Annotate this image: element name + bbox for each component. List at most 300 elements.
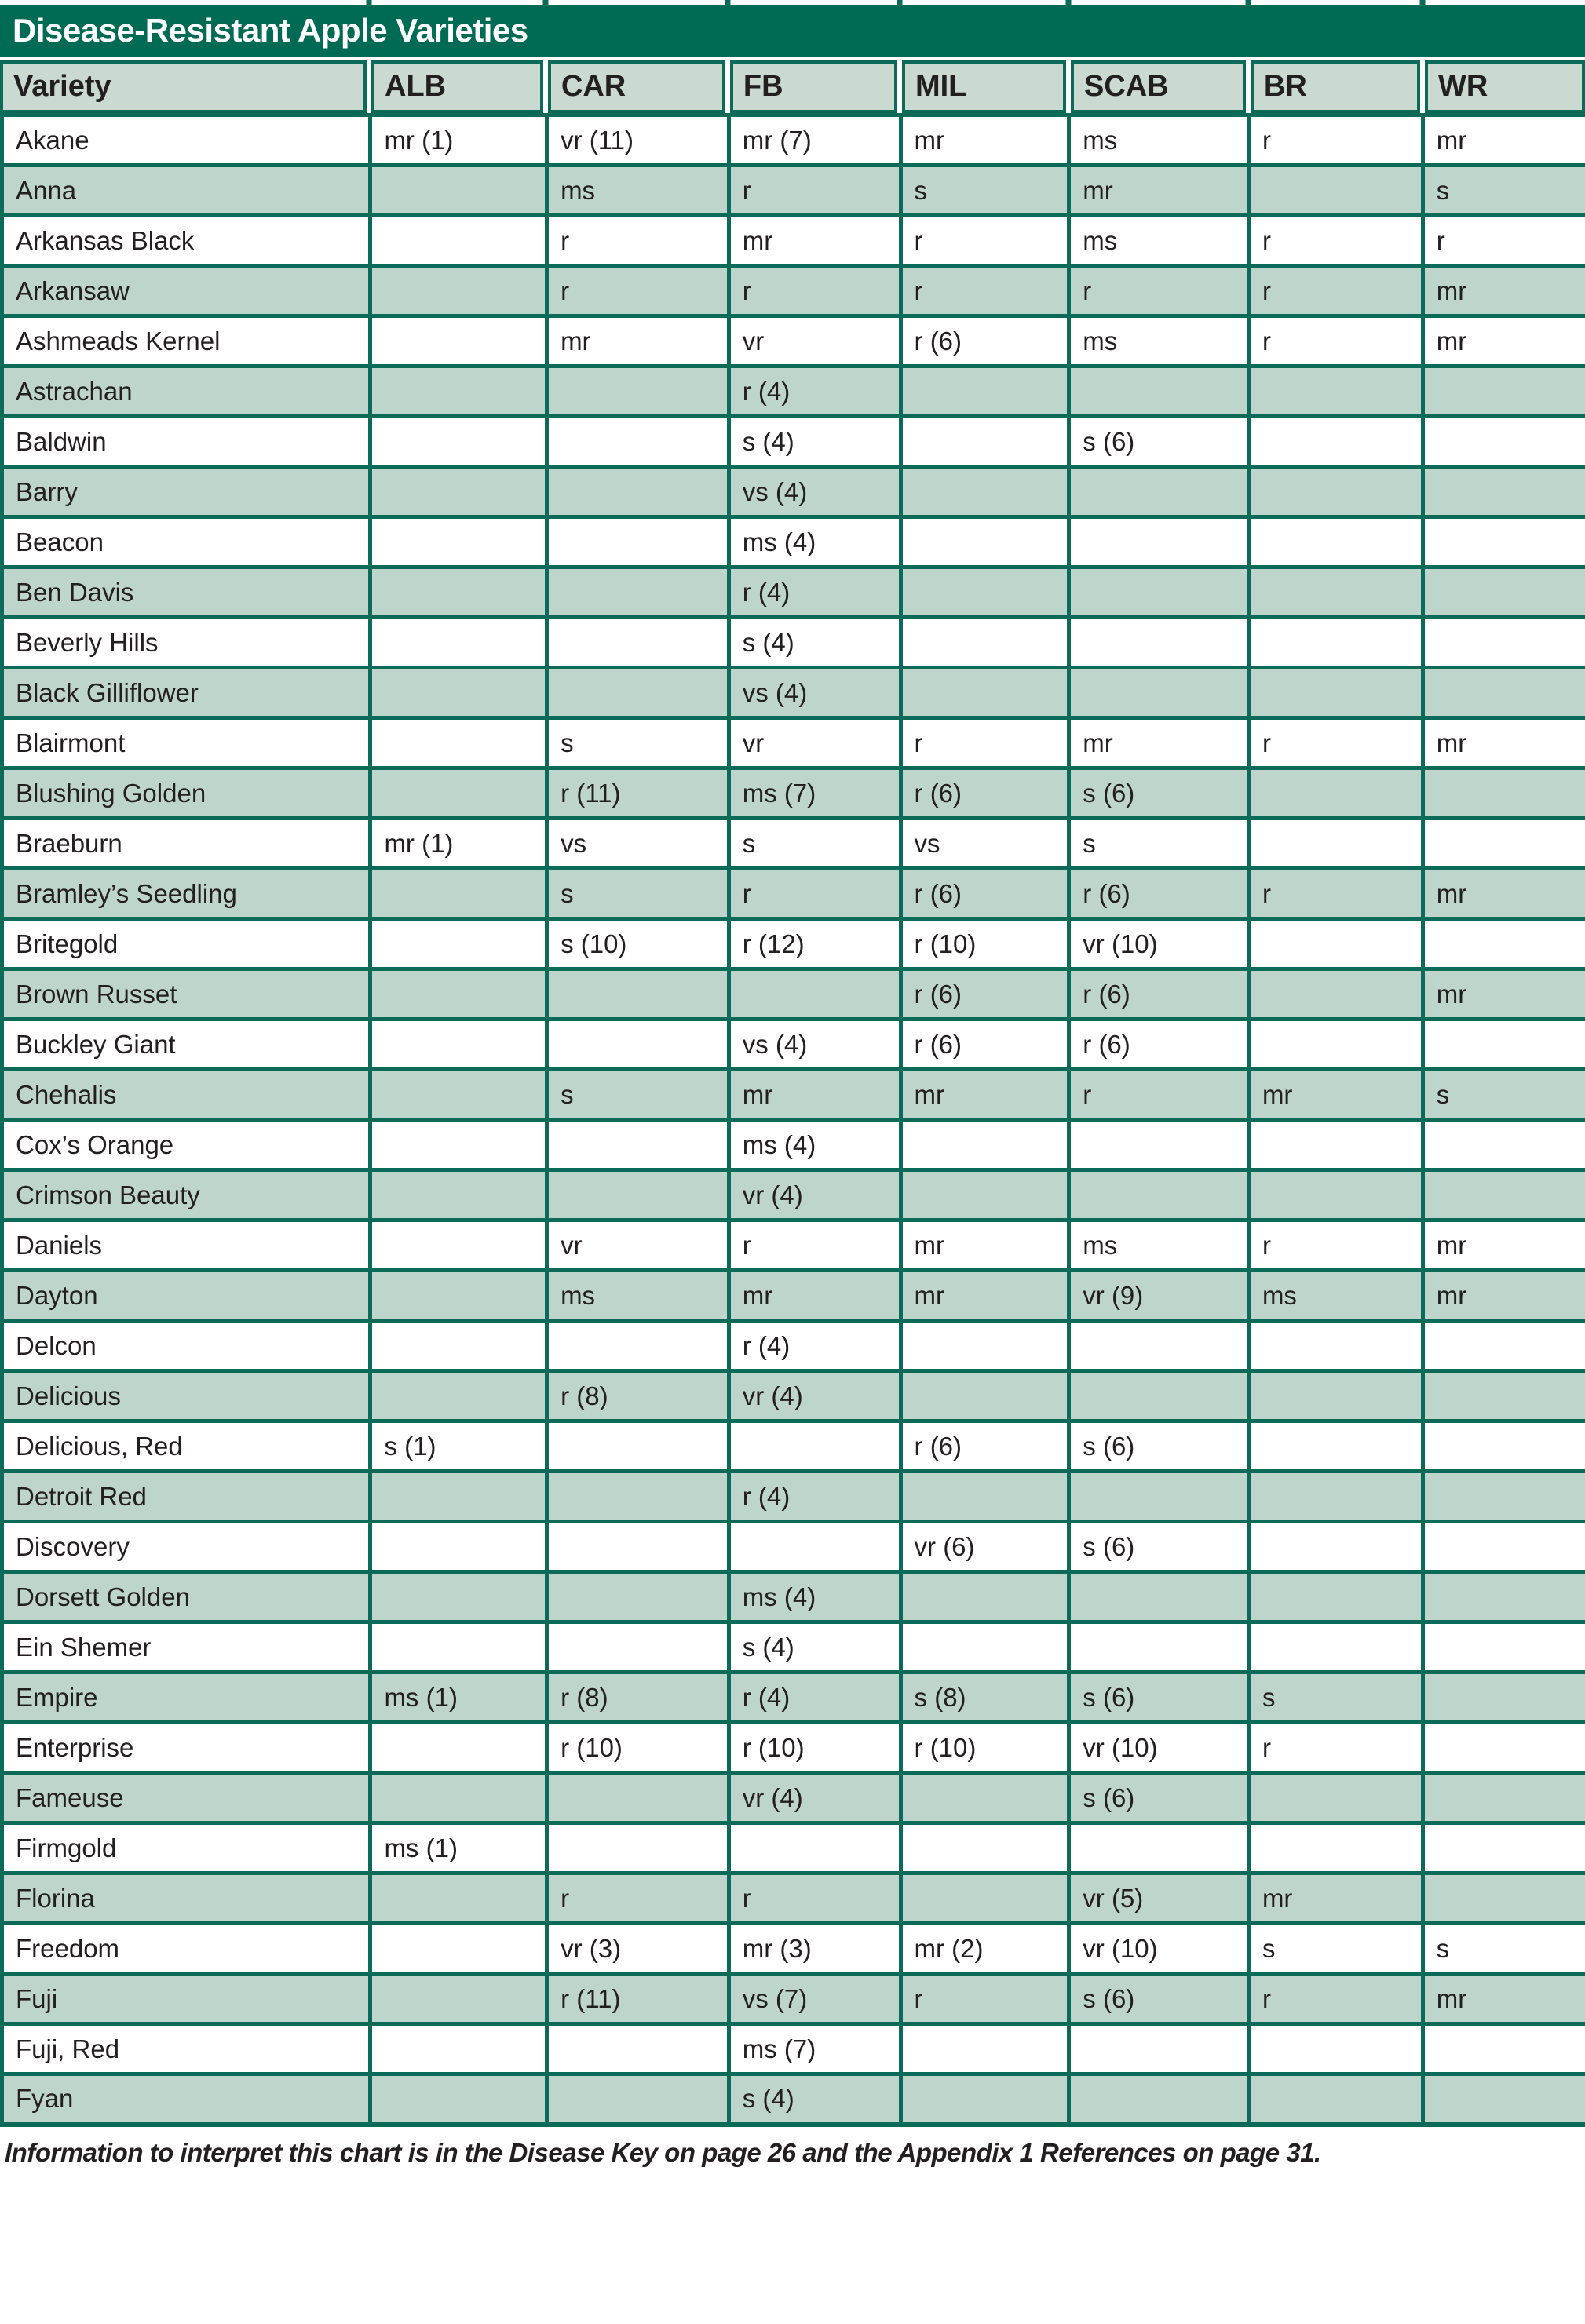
rating-cell bbox=[371, 768, 547, 819]
rating-cell: s (10) bbox=[547, 919, 729, 969]
rating-cell: mr bbox=[900, 115, 1069, 166]
rating-cell bbox=[1422, 2074, 1585, 2125]
rating-cell bbox=[1248, 1773, 1422, 1823]
rating-cell: ms (1) bbox=[371, 1673, 547, 1723]
rating-cell: r (6) bbox=[1069, 869, 1249, 919]
rating-cell: r bbox=[547, 216, 729, 266]
rating-cell: mr bbox=[900, 1070, 1069, 1120]
variety-cell: Blushing Golden bbox=[2, 768, 371, 819]
table-row bbox=[2, 869, 1585, 919]
variety-cell: Barry bbox=[2, 467, 371, 517]
rating-cell bbox=[1422, 1773, 1585, 1823]
rating-cell: vs (4) bbox=[729, 1020, 900, 1070]
rating-cell: vr (3) bbox=[547, 1924, 729, 1974]
rating-cell bbox=[900, 1170, 1069, 1220]
rating-cell: r (10) bbox=[547, 1723, 729, 1773]
table-row bbox=[2, 1371, 1585, 1421]
rating-cell bbox=[1422, 1622, 1585, 1673]
variety-cell: Fameuse bbox=[2, 1773, 371, 1823]
table-row bbox=[2, 1622, 1585, 1673]
rating-cell bbox=[900, 2024, 1069, 2074]
rating-cell: r (10) bbox=[900, 1723, 1069, 1773]
rating-cell: r (4) bbox=[729, 567, 900, 618]
rating-cell: mr bbox=[1422, 115, 1585, 166]
rating-cell: s (6) bbox=[1069, 768, 1249, 819]
rating-cell bbox=[900, 1572, 1069, 1622]
column-separator-stub bbox=[1245, 0, 1251, 5]
rating-cell: ms bbox=[1248, 1271, 1422, 1321]
rating-cell bbox=[1069, 1622, 1249, 1673]
variety-cell: Beacon bbox=[2, 517, 371, 567]
table-row bbox=[2, 1271, 1585, 1321]
rating-cell bbox=[371, 1622, 547, 1673]
rating-cell bbox=[1248, 417, 1422, 467]
rating-cell: mr (2) bbox=[900, 1924, 1069, 1974]
rating-cell: ms bbox=[547, 1271, 729, 1321]
variety-cell: Freedom bbox=[2, 1924, 371, 1974]
rating-cell bbox=[547, 1572, 729, 1622]
rating-cell bbox=[1069, 1572, 1249, 1622]
variety-cell: Arkansaw bbox=[2, 266, 371, 316]
rating-cell bbox=[900, 1472, 1069, 1522]
rating-cell bbox=[547, 1421, 729, 1472]
rating-cell bbox=[547, 2074, 729, 2125]
rating-cell: s bbox=[1069, 819, 1249, 869]
column-header-variety: Variety bbox=[0, 60, 367, 113]
rating-cell bbox=[1248, 819, 1422, 869]
table-row bbox=[2, 166, 1585, 216]
rating-cell: r bbox=[729, 869, 900, 919]
rating-cell bbox=[1422, 618, 1585, 668]
table-row bbox=[2, 1070, 1585, 1120]
rating-cell bbox=[371, 2024, 547, 2074]
rating-cell: s bbox=[900, 166, 1069, 216]
rating-cell: s (1) bbox=[371, 1421, 547, 1472]
rating-cell: vr (10) bbox=[1069, 1924, 1249, 1974]
rating-cell: vs bbox=[900, 819, 1069, 869]
rating-cell bbox=[1422, 1873, 1585, 1924]
rating-cell bbox=[547, 618, 729, 668]
column-separator-stub bbox=[725, 0, 730, 5]
variety-cell: Detroit Red bbox=[2, 1472, 371, 1522]
rating-cell bbox=[1422, 2024, 1585, 2074]
rating-cell bbox=[1422, 768, 1585, 819]
rating-cell: vr (9) bbox=[1069, 1271, 1249, 1321]
rating-cell: s (6) bbox=[1069, 1522, 1249, 1572]
variety-cell: Firmgold bbox=[2, 1823, 371, 1873]
table-row bbox=[2, 1572, 1585, 1622]
variety-cell: Astrachan bbox=[2, 367, 371, 417]
rating-cell bbox=[1248, 1321, 1422, 1371]
rating-cell: mr bbox=[1422, 969, 1585, 1020]
rating-cell: s bbox=[547, 718, 729, 768]
rating-cell bbox=[1248, 166, 1422, 216]
rating-cell bbox=[371, 668, 547, 718]
rating-cell bbox=[547, 1120, 729, 1170]
rating-cell bbox=[371, 718, 547, 768]
rating-cell bbox=[371, 618, 547, 668]
rating-cell: s (4) bbox=[729, 2074, 900, 2125]
rating-cell bbox=[1248, 1522, 1422, 1572]
rating-cell: r bbox=[547, 1873, 729, 1924]
rating-cell bbox=[371, 1773, 547, 1823]
rating-cell: mr bbox=[1069, 718, 1249, 768]
rating-cell: r bbox=[1248, 316, 1422, 367]
rating-cell bbox=[900, 1823, 1069, 1873]
table-row bbox=[2, 768, 1585, 819]
rating-cell bbox=[547, 417, 729, 467]
rating-cell: mr bbox=[1248, 1070, 1422, 1120]
rating-cell: r bbox=[729, 1220, 900, 1271]
rating-cell bbox=[1422, 1371, 1585, 1421]
table-body bbox=[2, 115, 1585, 2125]
table-row bbox=[2, 1321, 1585, 1371]
rating-cell bbox=[371, 1873, 547, 1924]
table-row bbox=[2, 919, 1585, 969]
rating-cell bbox=[1422, 367, 1585, 417]
rating-cell: r (6) bbox=[900, 1020, 1069, 1070]
rating-cell bbox=[547, 1823, 729, 1873]
rating-cell: ms bbox=[1069, 115, 1249, 166]
rating-cell bbox=[1248, 1421, 1422, 1472]
rating-cell bbox=[371, 417, 547, 467]
rating-cell: r bbox=[1248, 869, 1422, 919]
column-header-alb: ALB bbox=[371, 60, 543, 113]
rating-cell bbox=[1422, 1170, 1585, 1220]
rating-cell bbox=[371, 919, 547, 969]
rating-cell bbox=[1422, 668, 1585, 718]
rating-cell: vr bbox=[547, 1220, 729, 1271]
table-row bbox=[2, 316, 1585, 367]
rating-cell bbox=[547, 1522, 729, 1572]
rating-cell bbox=[900, 367, 1069, 417]
table-row bbox=[2, 517, 1585, 567]
rating-cell bbox=[1422, 919, 1585, 969]
rating-cell: r bbox=[1422, 216, 1585, 266]
rating-cell: r bbox=[1248, 216, 1422, 266]
rating-cell bbox=[371, 2074, 547, 2125]
rating-cell: ms bbox=[1069, 216, 1249, 266]
table-row bbox=[2, 1723, 1585, 1773]
rating-cell: r (6) bbox=[900, 768, 1069, 819]
rating-cell bbox=[1422, 1673, 1585, 1723]
rating-cell: mr (3) bbox=[729, 1924, 900, 1974]
table-title: Disease-Resistant Apple Varieties bbox=[13, 12, 528, 49]
rating-cell: vs (4) bbox=[729, 467, 900, 517]
rating-cell bbox=[371, 1020, 547, 1070]
variety-cell: Enterprise bbox=[2, 1723, 371, 1773]
rating-cell: vr (6) bbox=[900, 1522, 1069, 1572]
rating-cell: vr bbox=[729, 718, 900, 768]
table-row bbox=[2, 216, 1585, 266]
rating-cell bbox=[1422, 1020, 1585, 1070]
rating-cell bbox=[1422, 819, 1585, 869]
rating-cell: s bbox=[1422, 166, 1585, 216]
rating-cell: r (11) bbox=[547, 1974, 729, 2024]
rating-cell bbox=[371, 969, 547, 1020]
rating-cell: mr (7) bbox=[729, 115, 900, 166]
rating-cell bbox=[1069, 517, 1249, 567]
table-row bbox=[2, 1924, 1585, 1974]
table-row bbox=[2, 1522, 1585, 1572]
rating-cell: s (6) bbox=[1069, 1673, 1249, 1723]
variety-cell: Blairmont bbox=[2, 718, 371, 768]
rating-cell bbox=[900, 1773, 1069, 1823]
table-row bbox=[2, 1220, 1585, 1271]
rating-cell bbox=[1248, 467, 1422, 517]
variety-cell: Fuji, Red bbox=[2, 2024, 371, 2074]
rating-cell: r bbox=[1248, 1723, 1422, 1773]
rating-cell: r bbox=[900, 1974, 1069, 2024]
rating-cell bbox=[729, 969, 900, 1020]
variety-cell: Brown Russet bbox=[2, 969, 371, 1020]
rating-cell bbox=[371, 1120, 547, 1170]
variety-cell: Braeburn bbox=[2, 819, 371, 869]
rating-cell bbox=[1069, 668, 1249, 718]
rating-cell: mr bbox=[729, 1070, 900, 1120]
rating-cell: mr bbox=[1422, 316, 1585, 367]
variety-cell: Britegold bbox=[2, 919, 371, 969]
rating-cell bbox=[371, 1371, 547, 1421]
column-header-br: BR bbox=[1251, 60, 1420, 113]
variety-cell: Cox’s Orange bbox=[2, 1120, 371, 1170]
rating-cell bbox=[1422, 1321, 1585, 1371]
table-row bbox=[2, 618, 1585, 668]
rating-cell: r bbox=[729, 266, 900, 316]
rating-cell: s bbox=[547, 869, 729, 919]
rating-cell bbox=[1248, 2024, 1422, 2074]
rating-cell bbox=[1069, 2074, 1249, 2125]
rating-cell: s bbox=[1422, 1924, 1585, 1974]
variety-cell: Baldwin bbox=[2, 417, 371, 467]
table-row bbox=[2, 1421, 1585, 1472]
rating-cell bbox=[371, 1321, 547, 1371]
variety-cell: Delcon bbox=[2, 1321, 371, 1371]
rating-cell bbox=[547, 668, 729, 718]
rating-cell: s bbox=[729, 819, 900, 869]
variety-cell: Ein Shemer bbox=[2, 1622, 371, 1673]
rating-cell: mr bbox=[1422, 1220, 1585, 1271]
column-separator-stub bbox=[1420, 0, 1426, 5]
table-row bbox=[2, 417, 1585, 467]
rating-cell: r bbox=[729, 1873, 900, 1924]
variety-cell: Delicious bbox=[2, 1371, 371, 1421]
rating-cell: vr (10) bbox=[1069, 1723, 1249, 1773]
column-header-fb: FB bbox=[730, 60, 897, 113]
rating-cell: mr (1) bbox=[371, 115, 547, 166]
rating-cell bbox=[1248, 367, 1422, 417]
variety-cell: Empire bbox=[2, 1673, 371, 1723]
rating-cell: mr bbox=[1248, 1873, 1422, 1924]
rating-cell bbox=[729, 1522, 900, 1572]
rating-cell bbox=[1422, 1522, 1585, 1572]
rating-cell: ms bbox=[1069, 1220, 1249, 1271]
rating-cell: s (4) bbox=[729, 1622, 900, 1673]
rating-cell bbox=[1248, 1120, 1422, 1170]
rating-cell bbox=[547, 2024, 729, 2074]
rating-cell bbox=[547, 567, 729, 618]
rating-cell bbox=[1422, 1421, 1585, 1472]
rating-cell bbox=[1069, 618, 1249, 668]
rating-cell: r (12) bbox=[729, 919, 900, 969]
rating-cell bbox=[1422, 417, 1585, 467]
column-separator-stub bbox=[1066, 0, 1072, 5]
column-header-wr: WR bbox=[1425, 60, 1585, 113]
variety-cell: Chehalis bbox=[2, 1070, 371, 1120]
variety-cell: Beverly Hills bbox=[2, 618, 371, 668]
rating-cell bbox=[1069, 1472, 1249, 1522]
variety-cell: Delicious, Red bbox=[2, 1421, 371, 1472]
column-header-scab: SCAB bbox=[1071, 60, 1246, 113]
rating-cell bbox=[547, 1170, 729, 1220]
table-row bbox=[2, 969, 1585, 1020]
rating-cell: vs (4) bbox=[729, 668, 900, 718]
rating-cell: mr bbox=[1422, 1271, 1585, 1321]
rating-cell: vs (7) bbox=[729, 1974, 900, 2024]
table-row bbox=[2, 1773, 1585, 1823]
rating-cell: r (4) bbox=[729, 367, 900, 417]
rating-cell bbox=[371, 1170, 547, 1220]
rating-cell bbox=[1248, 1823, 1422, 1873]
rating-cell bbox=[1069, 1823, 1249, 1873]
rating-cell: ms (1) bbox=[371, 1823, 547, 1873]
rating-cell bbox=[547, 1321, 729, 1371]
table-row bbox=[2, 668, 1585, 718]
rating-cell: vr (5) bbox=[1069, 1873, 1249, 1924]
rating-cell: vr (11) bbox=[547, 115, 729, 166]
rating-cell bbox=[371, 216, 547, 266]
rating-cell bbox=[547, 517, 729, 567]
rating-cell: ms (4) bbox=[729, 517, 900, 567]
rating-cell bbox=[900, 618, 1069, 668]
table-row bbox=[2, 1873, 1585, 1924]
rating-cell bbox=[1422, 1572, 1585, 1622]
rating-cell bbox=[1248, 919, 1422, 969]
table-row bbox=[2, 1020, 1585, 1070]
table-row bbox=[2, 2074, 1585, 2125]
rating-cell bbox=[1248, 668, 1422, 718]
rating-cell: vr (4) bbox=[729, 1371, 900, 1421]
rating-cell bbox=[1248, 567, 1422, 618]
rating-cell bbox=[1422, 1723, 1585, 1773]
table-row bbox=[2, 567, 1585, 618]
rating-cell: r (8) bbox=[547, 1673, 729, 1723]
rating-cell: ms bbox=[547, 166, 729, 216]
rating-cell: r bbox=[900, 266, 1069, 316]
rating-cell: r (6) bbox=[1069, 1020, 1249, 1070]
rating-cell bbox=[371, 1522, 547, 1572]
rating-cell: vr (4) bbox=[729, 1773, 900, 1823]
column-header-mil: MIL bbox=[902, 60, 1066, 113]
rating-cell: r bbox=[1248, 718, 1422, 768]
table-row bbox=[2, 1170, 1585, 1220]
table-row bbox=[2, 1120, 1585, 1170]
rating-cell bbox=[1069, 1120, 1249, 1170]
rating-cell bbox=[900, 517, 1069, 567]
rating-cell bbox=[900, 1120, 1069, 1170]
rating-cell bbox=[371, 1271, 547, 1321]
rating-cell: r (6) bbox=[900, 1421, 1069, 1472]
rating-cell bbox=[547, 1773, 729, 1823]
rating-cell bbox=[1422, 567, 1585, 618]
rating-cell: mr bbox=[547, 316, 729, 367]
rating-cell: ms bbox=[1069, 316, 1249, 367]
rating-cell: s bbox=[1422, 1070, 1585, 1120]
table-row bbox=[2, 1472, 1585, 1522]
rating-cell bbox=[371, 467, 547, 517]
variety-cell: Fuji bbox=[2, 1974, 371, 2024]
rating-cell bbox=[1248, 618, 1422, 668]
rating-cell: r (6) bbox=[900, 316, 1069, 367]
rating-cell bbox=[729, 1823, 900, 1873]
rating-cell bbox=[1069, 1371, 1249, 1421]
rating-cell bbox=[547, 467, 729, 517]
rating-cell: ms (4) bbox=[729, 1572, 900, 1622]
rating-cell: r bbox=[547, 266, 729, 316]
rating-cell bbox=[371, 166, 547, 216]
rating-cell: mr bbox=[1422, 266, 1585, 316]
table-row bbox=[2, 115, 1585, 166]
variety-cell: Bramley’s Seedling bbox=[2, 869, 371, 919]
rating-cell bbox=[900, 668, 1069, 718]
table-row bbox=[2, 1823, 1585, 1873]
variety-cell: Ben Davis bbox=[2, 567, 371, 618]
rating-cell: r bbox=[1069, 1070, 1249, 1120]
rating-cell bbox=[1248, 1020, 1422, 1070]
rating-cell: r bbox=[900, 216, 1069, 266]
rating-cell: s (6) bbox=[1069, 1773, 1249, 1823]
rating-cell bbox=[900, 2074, 1069, 2125]
cropped-gridline-strip bbox=[0, 0, 1585, 5]
rating-cell bbox=[1248, 2074, 1422, 2125]
rating-cell: s bbox=[547, 1070, 729, 1120]
rating-cell bbox=[900, 567, 1069, 618]
column-header-row bbox=[0, 60, 1585, 113]
table-row bbox=[2, 2024, 1585, 2074]
rating-cell: s (6) bbox=[1069, 1421, 1249, 1472]
rating-cell bbox=[1248, 1371, 1422, 1421]
variety-cell: Discovery bbox=[2, 1522, 371, 1572]
variety-cell: Dorsett Golden bbox=[2, 1572, 371, 1622]
rating-cell: r (4) bbox=[729, 1472, 900, 1522]
rating-cell bbox=[371, 517, 547, 567]
rating-cell bbox=[371, 266, 547, 316]
table-row bbox=[2, 718, 1585, 768]
column-separator-stub bbox=[897, 0, 902, 5]
rating-cell: s (6) bbox=[1069, 1974, 1249, 2024]
apple-varieties-table bbox=[0, 113, 1585, 2127]
table-row bbox=[2, 1974, 1585, 2024]
rating-cell bbox=[371, 1070, 547, 1120]
rating-cell bbox=[900, 1622, 1069, 1673]
rating-cell bbox=[1248, 969, 1422, 1020]
variety-cell: Anna bbox=[2, 166, 371, 216]
table-row bbox=[2, 367, 1585, 417]
rating-cell bbox=[1069, 567, 1249, 618]
variety-cell: Akane bbox=[2, 115, 371, 166]
rating-cell bbox=[1069, 367, 1249, 417]
rating-cell: mr bbox=[729, 1271, 900, 1321]
rating-cell bbox=[1069, 1170, 1249, 1220]
variety-cell: Arkansas Black bbox=[2, 216, 371, 266]
rating-cell bbox=[547, 1622, 729, 1673]
rating-cell bbox=[1422, 1472, 1585, 1522]
variety-cell: Fyan bbox=[2, 2074, 371, 2125]
rating-cell bbox=[547, 969, 729, 1020]
rating-cell: r (4) bbox=[729, 1673, 900, 1723]
rating-cell bbox=[1248, 1170, 1422, 1220]
rating-cell: r (4) bbox=[729, 1321, 900, 1371]
